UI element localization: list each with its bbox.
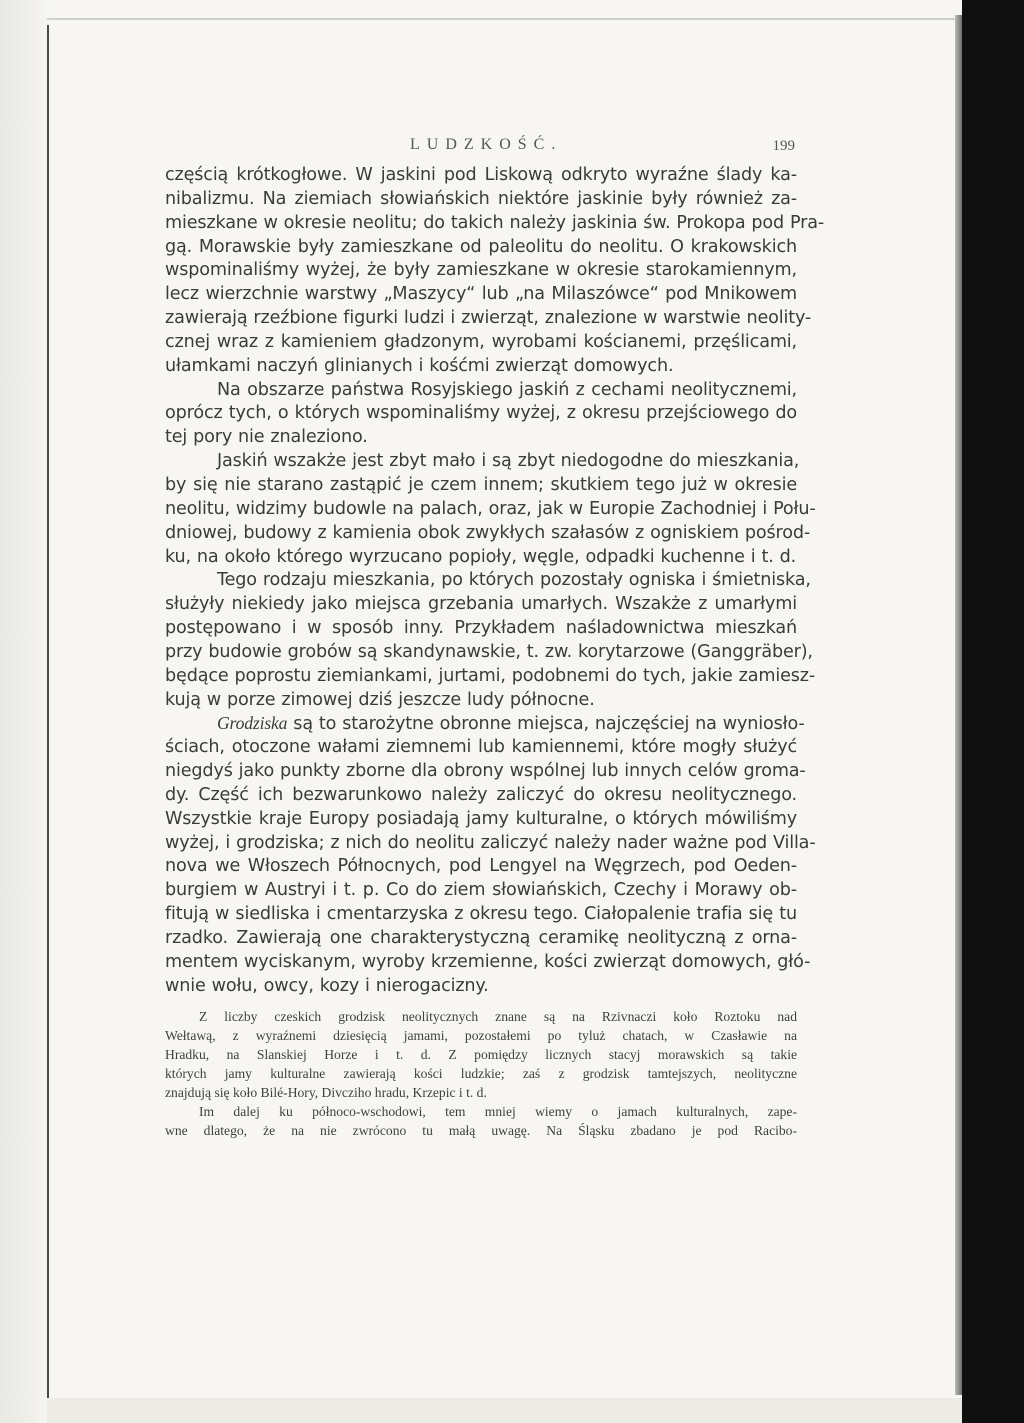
text-line: dy. Część ich bezwarunkowo należy zaliczyć do okresu neolitycznego. <box>165 784 797 805</box>
text-line-rest: są to starożytne obronne miejsca, najczęściej na wyniosło- <box>293 714 805 735</box>
text-line: lecz wierzchnie warstwy „Maszycy“ lub „na Milaszówce“ pod Mnikowem <box>165 284 797 305</box>
text-line: postępowano i w sposób inny. Przykładem naśladownictwa mieszkań <box>165 618 797 639</box>
footnote-line: Hradku, na Slanskiej Horze i t. d. Z pomiędzy licznych stacyj morawskich są takie <box>165 1046 797 1062</box>
footnote-line: których jamy kulturalne zawierają kości ludzkie; zaś z grodzisk tamtejszych, neolityczne <box>165 1065 797 1081</box>
page-left-margin <box>0 0 52 1423</box>
running-head-title: LUDZKOŚĆ. <box>410 136 563 153</box>
text-line: rzadko. Zawierają one charakterystyczną ceramikę neolityczną z orna- <box>165 928 797 948</box>
text-line: wyżej, i grodziska; z nich do neolitu zaliczyć należy nader ważne pod Villa- <box>165 832 816 853</box>
page-bottom-edge <box>47 1398 962 1423</box>
text-line: neolitu, widzimy budowle na palach, oraz, jak w Europie Zachodniej i Połu- <box>165 498 816 519</box>
text-line: wspominaliśmy wyżej, że były zamieszkane w okresie starokamiennym, <box>165 260 797 281</box>
text-line <box>165 712 805 736</box>
text-line: cznej wraz z kamieniem gładzonym, wyrobami kościanemi, przęślicami, <box>165 331 797 352</box>
body-text <box>165 164 825 999</box>
text-line: oprócz tych, o których wspominaliśmy wyżej, z okresu przejściowego do <box>165 403 797 424</box>
text-line: tej pory nie znaleziono. <box>165 427 368 448</box>
text-line: wnie wołu, owcy, kozy i nierogacizny. <box>165 975 489 996</box>
text-line: częścią krótkogłowe. W jaskini pod Liskową odkryto wyraźne ślady ka- <box>165 165 797 185</box>
text-line: burgiem w Austryi i t. p. Co do ziem słowiańskich, Czechy i Morawy ob- <box>165 880 797 901</box>
text-line: dniowej, budowy z kamienia obok zwykłych szałasów z ogniskiem pośrod- <box>165 522 811 543</box>
page-number: 199 <box>772 138 795 154</box>
text-line: Jaskiń wszakże jest zbyt mało i są zbyt niedogodne do mieszkania, <box>217 451 800 472</box>
text-line: Wszystkie kraje Europy posiadają jamy kulturalne, o których mówiliśmy <box>165 808 797 829</box>
text-line: służyły niekiedy jako miejsca grzebania umarłych. Wszakże z umarłymi <box>165 594 797 615</box>
text-line: gą. Morawskie były zamieszkane od paleolitu do neolitu. O krakowskich <box>165 236 797 257</box>
text-line: będące poprostu ziemiankami, jurtami, podobnemi do tych, jakie zamiesz- <box>165 665 816 686</box>
footnote-line: znajdują się koło Bilé-Hory, Divcziho hradu, Krzepic i t. d. <box>165 1084 487 1100</box>
text-line: Na obszarze państwa Rosyjskiego jaskiń z cechami neolitycznemi, <box>217 379 797 400</box>
text-line: mieszkane w okresie neolitu; do takich należy jaskinia św. Prokopa pod Pra- <box>165 212 825 233</box>
text-line: by się nie starano zastąpić je czem innem; skutkiem tego już w okresie <box>165 474 797 495</box>
text-line: Tego rodzaju mieszkania, po których pozostały ogniska i śmietniska, <box>217 570 811 591</box>
scan-background-right <box>962 0 1024 1423</box>
text-line: ściach, otoczone wałami ziemnemi lub kamiennemi, które mogły służyć <box>165 737 797 758</box>
term-grodziska: Grodziska <box>217 713 288 734</box>
footnote-line: wne dlatego, że na nie zwrócono tu małą uwagę. Na Śląsku zbadano je pod Racibo- <box>165 1123 797 1139</box>
footnote-line: Z liczby czeskich grodzisk neolitycznych znane są na Rzivnaczi koło Roztoku nad <box>199 1008 797 1024</box>
text-line: ku, na około którego wyrzucano popioły, węgle, odpadki kuchenne i t. d. <box>165 546 797 567</box>
footnote-line: Im dalej ku północo-wschodowi, tem mniej wiemy o jamach kulturalnych, zape- <box>199 1104 797 1119</box>
text-line: fitują w siedliska i cmentarzyska z okresu tego. Ciałopalenie trafia się tu <box>165 904 797 925</box>
page-top-edge <box>47 18 962 20</box>
text-line: mentem wyciskanym, wyroby krzemienne, kości zwierząt domowych, głó- <box>165 951 811 972</box>
binding-shadow-line <box>47 25 49 1398</box>
running-head <box>165 130 797 164</box>
footnotes <box>165 1007 797 1141</box>
text-line: nibalizmu. Na ziemiach słowiańskich niektóre jaskinie były również za- <box>165 188 797 209</box>
text-line: kują w porze zimowej dziś jeszcze ludy północne. <box>165 689 595 710</box>
page-right-edge <box>955 15 962 1395</box>
footnote-line: Wełtawą, z wyraźnemi dziesięcią jamami, pozostałemi po tyluż chatach, w Czasławie na <box>165 1027 797 1043</box>
page-content <box>165 130 825 1140</box>
text-line: nova we Włoszech Północnych, pod Lengyel na Węgrzech, pod Oeden- <box>165 856 797 877</box>
text-line: przy budowie grobów są skandynawskie, t. zw. korytarzowe (Ganggräber), <box>165 641 813 662</box>
text-line: niegdyś jako punkty zborne dla obrony wspólnej lub innych celów groma- <box>165 761 806 782</box>
text-line: zawierają rzeźbione figurki ludzi i zwierząt, znalezione w warstwie neolity- <box>165 308 812 329</box>
text-line: ułamkami naczyń glinianych i kośćmi zwierząt domowych. <box>165 355 674 376</box>
